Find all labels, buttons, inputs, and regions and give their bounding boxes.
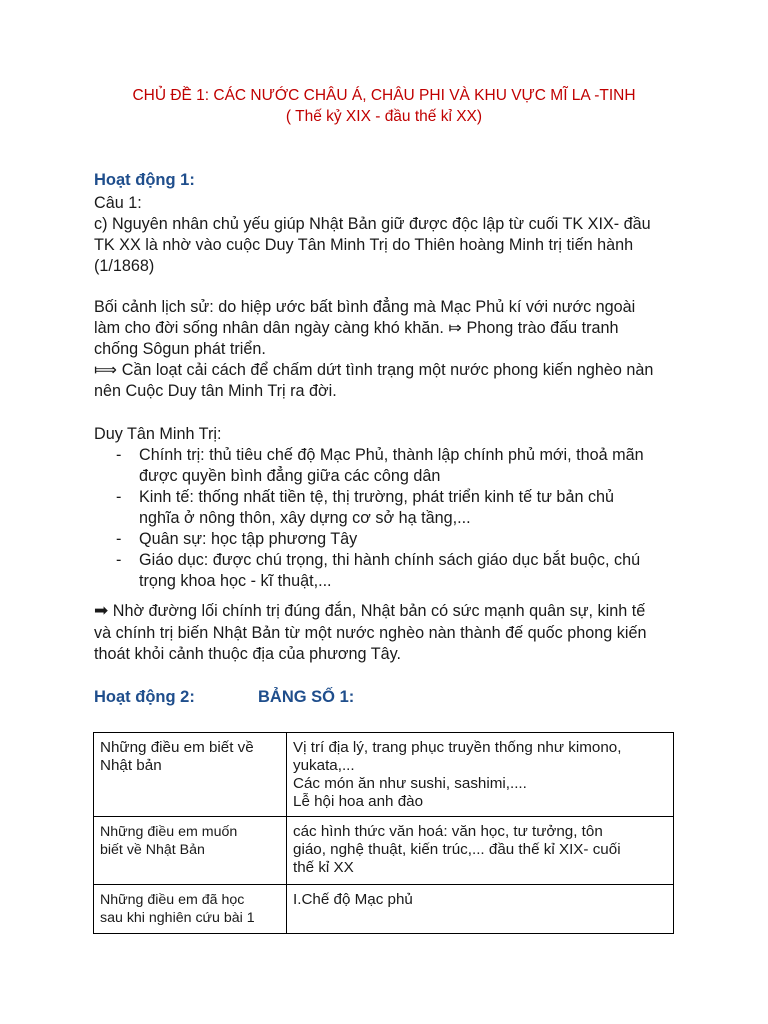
context-line: nên Cuộc Duy tân Minh Trị ra đời. (94, 382, 337, 400)
right-arrow-icon: ➡ (94, 601, 109, 621)
knowledge-table (93, 732, 674, 934)
activity2-heading: Hoạt động 2: (94, 688, 195, 706)
table-cell-content: các hình thức văn hoá: văn học, tư tưởng, tôn giáo, nghệ thuật, kiến trúc,... đầu thế kỉ XIX- cuối thế kỉ XX (287, 817, 674, 885)
bullet-marker: - (116, 488, 122, 506)
answer-line: c) Nguyên nhân chủ yếu giúp Nhật Bản giữ được độc lập từ cuối TK XIX- đầu (94, 215, 651, 233)
bullet-marker: - (116, 446, 122, 464)
reform-title: Duy Tân Minh Trị: (94, 425, 222, 443)
table-cell-label: Những điều em đã học sau khi nghiên cứu bài 1 (94, 885, 287, 934)
table-cell-content: Vị trí địa lý, trang phục truyền thống như kimono, yukata,... Các món ăn như sushi, sashimi,.... Lễ hội hoa anh đào (287, 733, 674, 817)
bullet-line: nghĩa ở nông thôn, xây dựng cơ sở hạ tầng,... (139, 509, 471, 527)
context-line: ⟾ Cần loạt cải cách để chấm dứt tình trạng một nước phong kiến nghèo nàn (94, 361, 654, 379)
bullet-line: Quân sự: học tập phương Tây (139, 530, 358, 548)
bullet-marker: - (116, 551, 122, 569)
answer-line: (1/1868) (94, 257, 155, 275)
activity1-heading: Hoạt động 1: (94, 171, 195, 189)
bullet-line: Giáo dục: được chú trọng, thi hành chính sách giáo dục bắt buộc, chú (139, 551, 641, 569)
context-line: Bối cảnh lịch sử: do hiệp ước bất bình đẳng mà Mạc Phủ kí với nước ngoài (94, 298, 636, 316)
conclusion-line: thoát khỏi cảnh thuộc địa của phương Tây. (94, 645, 402, 663)
conclusion-line: và chính trị biến Nhật Bản từ một nước nghèo nàn thành đế quốc phong kiến (94, 624, 647, 642)
topic-subtitle: ( Thế kỷ XIX - đầu thế kỉ XX) (285, 108, 483, 125)
topic-title: CHỦ ĐỀ 1: CÁC NƯỚC CHÂU Á, CHÂU PHI VÀ KHU VỰC MĨ LA -TINH (132, 87, 636, 104)
table-cell-content: I.Chế độ Mạc phủ (287, 885, 674, 934)
table-title: BẢNG SỐ 1: (258, 688, 355, 706)
bullet-line: Chính trị: thủ tiêu chế độ Mạc Phủ, thành lập chính phủ mới, thoả mãn (139, 446, 644, 464)
bullet-line: Kinh tế: thống nhất tiền tệ, thị trường, phát triển kinh tế tư bản chủ (139, 488, 615, 506)
bullet-marker: - (116, 530, 122, 548)
bullet-line: trọng khoa học - kĩ thuật,... (139, 572, 332, 590)
bullet-line: được quyền bình đẳng giữa các công dân (139, 467, 441, 485)
table-row (94, 885, 674, 934)
table-row (94, 733, 674, 817)
context-line: chống Sôgun phát triển. (94, 340, 266, 358)
question-label: Câu 1: (94, 194, 142, 212)
answer-line: TK XX là nhờ vào cuộc Duy Tân Minh Trị do Thiên hoàng Minh trị tiến hành (94, 236, 634, 254)
table-cell-label: Những điều em biết về Nhật bản (94, 733, 287, 817)
table-cell-label: Những điều em muốn biết về Nhật Bản (94, 817, 287, 885)
conclusion-line: ➡ Nhờ đường lối chính trị đúng đắn, Nhật bản có sức mạnh quân sự, kinh tế (94, 601, 646, 621)
context-line: làm cho đời sống nhân dân ngày càng khó khăn. ⤇ Phong trào đấu tranh (94, 319, 619, 337)
table-row (94, 817, 674, 885)
